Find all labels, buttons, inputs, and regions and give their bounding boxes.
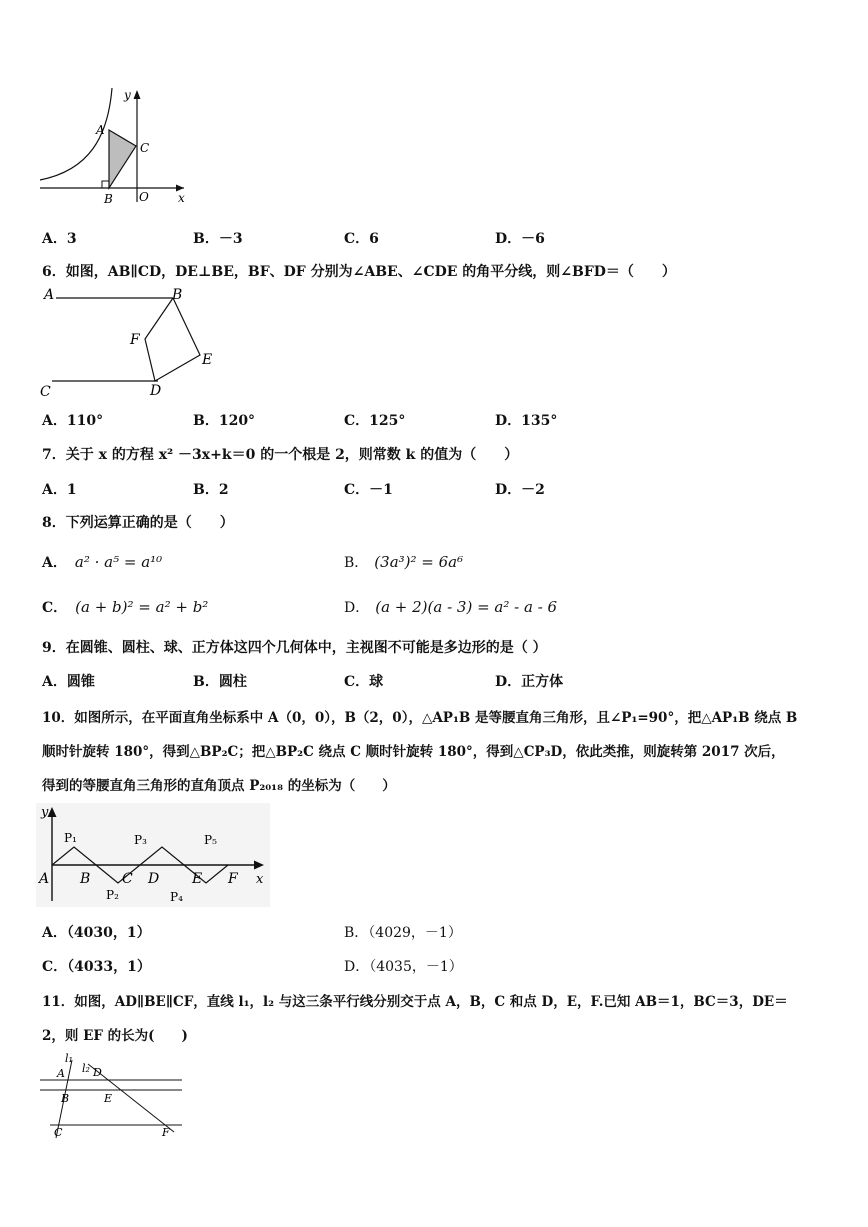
q5-option-d: D．－6 <box>495 231 545 247</box>
q8-option-c-expr: (a + b)² = a² + b² <box>75 598 209 616</box>
q10-label-d: D <box>148 871 160 887</box>
q6-label-d: D <box>150 383 162 399</box>
q7-stem: 7．关于 x 的方程 x² －3x+k＝0 的一个根是 2，则常数 k 的值为（ ） <box>42 447 519 463</box>
q8-option-b-expr: (3a³)² = 6a⁶ <box>374 553 464 571</box>
q6-label-b: B <box>172 287 183 303</box>
q10-label-e: E <box>192 871 203 887</box>
q11-label-c: C <box>54 1126 63 1139</box>
q9-option-b: B．圆柱 <box>193 674 247 690</box>
q9-option-c: C．球 <box>344 674 384 690</box>
q5-label-b: B <box>104 192 113 204</box>
q10-label-b: B <box>80 871 91 887</box>
q7-option-b: B．2 <box>193 482 229 498</box>
q7-option-d: D．－2 <box>495 482 545 498</box>
q10-label-f: F <box>228 871 238 887</box>
q8-option-c-label: C． <box>42 600 68 616</box>
q8-option-b-label: B． <box>344 555 369 571</box>
q11-figure <box>36 1052 186 1142</box>
q8-option-c <box>42 597 208 617</box>
q10-label-c: C <box>122 871 133 887</box>
q8-option-a <box>42 552 162 572</box>
q8-option-d-expr: (a + 2)(a - 3) = a² - a - 6 <box>375 598 558 616</box>
q11-line-1: 11．如图，AD∥BE∥CF，直线 l₁，l₂ 与这三条平行线分别交于点 A，B，C 和点 D，E，F.已知 AB＝1，BC＝3，DE＝ <box>42 994 788 1010</box>
q10-option-d: D．（4035，－1） <box>344 959 463 975</box>
q7-option-a: A．1 <box>42 482 77 498</box>
q6-figure <box>38 284 228 400</box>
q11-label-b: B <box>61 1092 70 1105</box>
q11-label-d: D <box>93 1066 102 1079</box>
q6-option-c: C．125° <box>344 413 406 429</box>
q10-option-c: C．（4033，1） <box>42 959 151 975</box>
q10-label-p2: P₂ <box>106 888 119 902</box>
q11-label-f: F <box>162 1126 170 1139</box>
q6-label-e: E <box>202 352 213 368</box>
q10-figure <box>36 803 272 909</box>
q6-label-f: F <box>130 332 140 348</box>
q5-label-c: C <box>140 141 150 155</box>
q8-option-b <box>344 552 463 572</box>
q10-label-p3: P₃ <box>134 833 147 847</box>
q6-stem: 6．如图，AB∥CD，DE⊥BE，BF、DF 分别为∠ABE、∠CDE 的角平分线，则∠BFD＝（ ） <box>42 264 676 280</box>
q5-label-x: x <box>178 191 185 204</box>
q10-label-y: y <box>41 805 49 820</box>
q8-option-a-label: A． <box>42 555 67 571</box>
q11-label-a: A <box>57 1067 65 1080</box>
q10-line-2: 顺时针旋转 180°，得到△BP₂C；把△BP₂C 绕点 C 顺时针旋转 180°，得到△CP₃D，依此类推，则旋转第 2017 次后， <box>42 744 785 760</box>
q8-option-a-expr: a² · a⁵ = a¹⁰ <box>74 553 163 571</box>
q10-label-p4: P₄ <box>170 890 183 904</box>
q5-option-a: A．3 <box>42 231 77 247</box>
q8-option-d <box>344 597 557 617</box>
q9-option-d: D．正方体 <box>495 674 564 690</box>
q10-line-1: 10．如图所示，在平面直角坐标系中 A（0，0），B（2，0），△AP₁B 是等腰直角三角形，且∠P₁=90°，把△AP₁B 绕点 B <box>42 710 798 726</box>
q11-line-2: 2，则 EF 的长为( ) <box>42 1028 188 1044</box>
q6-option-d: D．135° <box>495 413 558 429</box>
q10-label-a: A <box>39 871 50 887</box>
q11-label-l1: l₁ <box>65 1052 73 1065</box>
q9-option-a: A．圆锥 <box>42 674 95 690</box>
q10-option-a: A．（4030，1） <box>42 925 151 941</box>
q5-label-a: A <box>96 123 105 137</box>
q5-label-o: O <box>139 190 149 204</box>
q8-option-d-label: D． <box>344 600 370 616</box>
q7-option-c: C．－1 <box>344 482 393 498</box>
q6-option-a: A．110° <box>42 413 104 429</box>
q11-label-e: E <box>104 1092 113 1105</box>
q6-option-b: B．120° <box>193 413 256 429</box>
q6-label-a: A <box>44 287 55 303</box>
q5-option-b: B．－3 <box>193 231 243 247</box>
q10-label-p5: P₅ <box>204 833 217 847</box>
q5-label-y: y <box>124 88 131 102</box>
q5-option-c: C．6 <box>344 231 379 247</box>
q10-label-x: x <box>256 872 264 887</box>
q10-line-3: 得到的等腰直角三角形的直角顶点 P₂₀₁₈ 的坐标为（ ） <box>42 778 396 794</box>
q8-stem: 8．下列运算正确的是（ ） <box>42 515 234 531</box>
q6-label-c: C <box>40 384 51 400</box>
q10-option-b: B．（4029，－1） <box>344 925 462 941</box>
q9-stem: 9．在圆锥、圆柱、球、正方体这四个几何体中，主视图不可能是多边形的是（ ） <box>42 640 547 656</box>
q11-label-l2: l₂ <box>82 1062 90 1075</box>
q5-figure <box>38 86 190 204</box>
q10-label-p1: P₁ <box>64 831 77 845</box>
